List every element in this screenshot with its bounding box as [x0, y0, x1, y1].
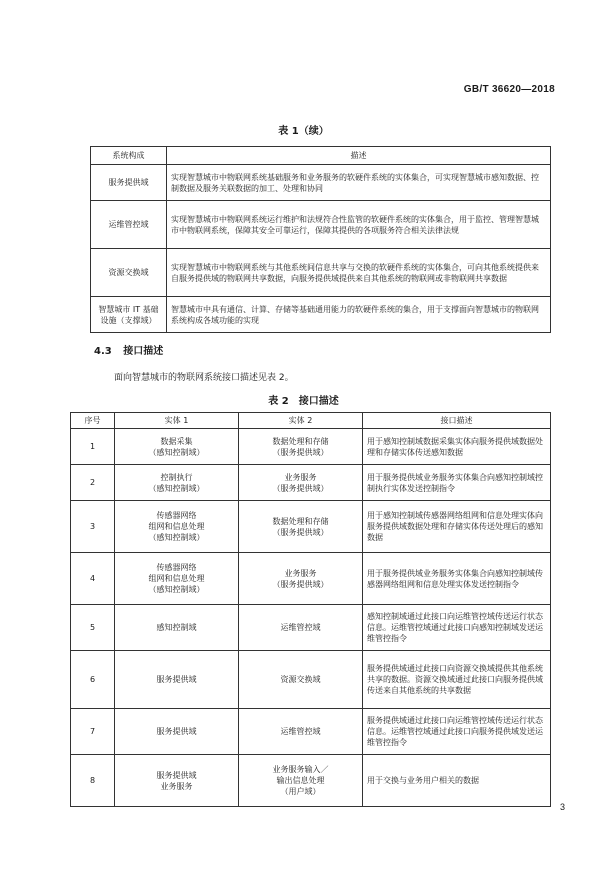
table2-cell-entity1: 传感器网络 组网和信息处理 （感知控制域）	[115, 501, 239, 553]
standard-id: GB/T 36620—2018	[463, 84, 555, 95]
table2-cell-entity2: 运维管控域	[239, 605, 363, 651]
table1	[90, 146, 551, 333]
table2-header-description: 接口描述	[363, 413, 551, 429]
table-row	[91, 297, 551, 333]
table2-cell-no: 5	[71, 605, 115, 651]
table2-header-no: 序号	[71, 413, 115, 429]
table2-cell-entity1: 服务提供域 业务服务	[115, 755, 239, 807]
table2-cell-entity1: 传感器网络 组网和信息处理 （感知控制域）	[115, 553, 239, 605]
table2	[70, 412, 551, 807]
table1-cell-name: 智慧城市 IT 基础设施（支撑域）	[91, 297, 167, 333]
table2-cell-no: 4	[71, 553, 115, 605]
table-row	[71, 709, 551, 755]
table2-cell-entity2: 业务服务输入／ 输出信息处理 （用户域）	[239, 755, 363, 807]
table2-cell-desc: 用于感知控制域传感器网络组网和信息处理实体向服务提供域数据处理和存储实体传送处理后的感知数据	[363, 501, 551, 553]
table-row	[91, 201, 551, 249]
table2-cell-entity1: 服务提供域	[115, 709, 239, 755]
table2-cell-entity1: 感知控制域	[115, 605, 239, 651]
table2-cell-desc: 用于服务提供域业务服务实体集合向感知控制域传感器网络组网和信息处理实体发送控制指令	[363, 553, 551, 605]
table-row	[71, 465, 551, 501]
section-title: 接口描述	[123, 346, 164, 357]
table1-cell-name: 运维管控域	[91, 201, 167, 249]
table2-cell-entity1: 控制执行 （感知控制域）	[115, 465, 239, 501]
table2-cell-entity2: 数据处理和存储 （服务提供域）	[239, 501, 363, 553]
table1-caption: 表 1（续）	[278, 126, 329, 137]
table2-cell-entity2: 资源交换域	[239, 651, 363, 709]
table1-cell-desc: 智慧城市中具有通信、计算、存储等基础通用能力的软硬件系统的集合，用于支撑面向智慧城市的物联网系统构成各域功能的实现	[167, 297, 551, 333]
table2-cell-desc: 服务提供域通过此接口向运维管控域传送运行状态信息。运维管控域通过此接口向服务提供域发送运维管控指令	[363, 709, 551, 755]
table2-cell-entity1: 数据采集 （感知控制域）	[115, 429, 239, 465]
body-paragraph: 面向智慧城市的物联网系统接口描述见表 2。	[114, 373, 294, 383]
table2-cell-entity1: 服务提供域	[115, 651, 239, 709]
table1-header-component: 系统构成	[91, 147, 167, 165]
table-row	[71, 605, 551, 651]
table2-cell-no: 2	[71, 465, 115, 501]
table1-cell-desc: 实现智慧城市中物联网系统基础服务和业务服务的软硬件系统的实体集合，可实现智慧城市感知数据、控制数据及服务关联数据的加工、处理和协同	[167, 165, 551, 201]
section-heading	[94, 342, 163, 357]
table2-caption: 表 2 接口描述	[268, 396, 339, 407]
table2-cell-no: 6	[71, 651, 115, 709]
table2-header-entity2: 实体 2	[239, 413, 363, 429]
section-number: 4.3	[94, 346, 112, 357]
table2-cell-desc: 用于交换与业务用户相关的数据	[363, 755, 551, 807]
table2-cell-no: 7	[71, 709, 115, 755]
table-row	[71, 651, 551, 709]
table2-cell-entity2: 运维管控域	[239, 709, 363, 755]
table2-cell-desc: 用于服务提供域业务服务实体集合向感知控制域控制执行实体发送控制指令	[363, 465, 551, 501]
table-row	[71, 755, 551, 807]
document-page	[12, 12, 595, 845]
table-row	[71, 501, 551, 553]
table2-cell-desc: 感知控制域通过此接口向运维管控域传送运行状态信息。运维管控域通过此接口向感知控制域发送运维管控指令	[363, 605, 551, 651]
table-row	[71, 429, 551, 465]
table2-cell-no: 8	[71, 755, 115, 807]
table2-cell-entity2: 业务服务 （服务提供域）	[239, 553, 363, 605]
table2-cell-desc: 用于感知控制域数据采集实体向服务提供域数据处理和存储实体传送感知数据	[363, 429, 551, 465]
table2-cell-entity2: 业务服务 （服务提供域）	[239, 465, 363, 501]
table-row	[91, 249, 551, 297]
page-number: 3	[559, 802, 565, 812]
table1-cell-desc: 实现智慧城市中物联网系统运行维护和法规符合性监管的软硬件系统的实体集合，用于监控、管理智慧城市中物联网系统，保障其安全可靠运行，保障其提供的各项服务符合相关法律法规	[167, 201, 551, 249]
table2-header-entity1: 实体 1	[115, 413, 239, 429]
table1-cell-name: 资源交换域	[91, 249, 167, 297]
table1-cell-name: 服务提供域	[91, 165, 167, 201]
table-row	[71, 553, 551, 605]
table-row	[91, 165, 551, 201]
table2-cell-no: 1	[71, 429, 115, 465]
table1-header-description: 描述	[167, 147, 551, 165]
table2-cell-no: 3	[71, 501, 115, 553]
table1-cell-desc: 实现智慧城市中物联网系统与其他系统间信息共享与交换的软硬件系统的实体集合，可向其他系统提供来自服务提供域的物联网共享数据，向服务提供域提供来自其他系统的物联网或非物联网共享数据	[167, 249, 551, 297]
table2-cell-desc: 服务提供域通过此接口向资源交换域提供其他系统共享的数据。资源交换域通过此接口向服务提供域传送来自其他系统的共享数据	[363, 651, 551, 709]
table2-cell-entity2: 数据处理和存储 （服务提供域）	[239, 429, 363, 465]
